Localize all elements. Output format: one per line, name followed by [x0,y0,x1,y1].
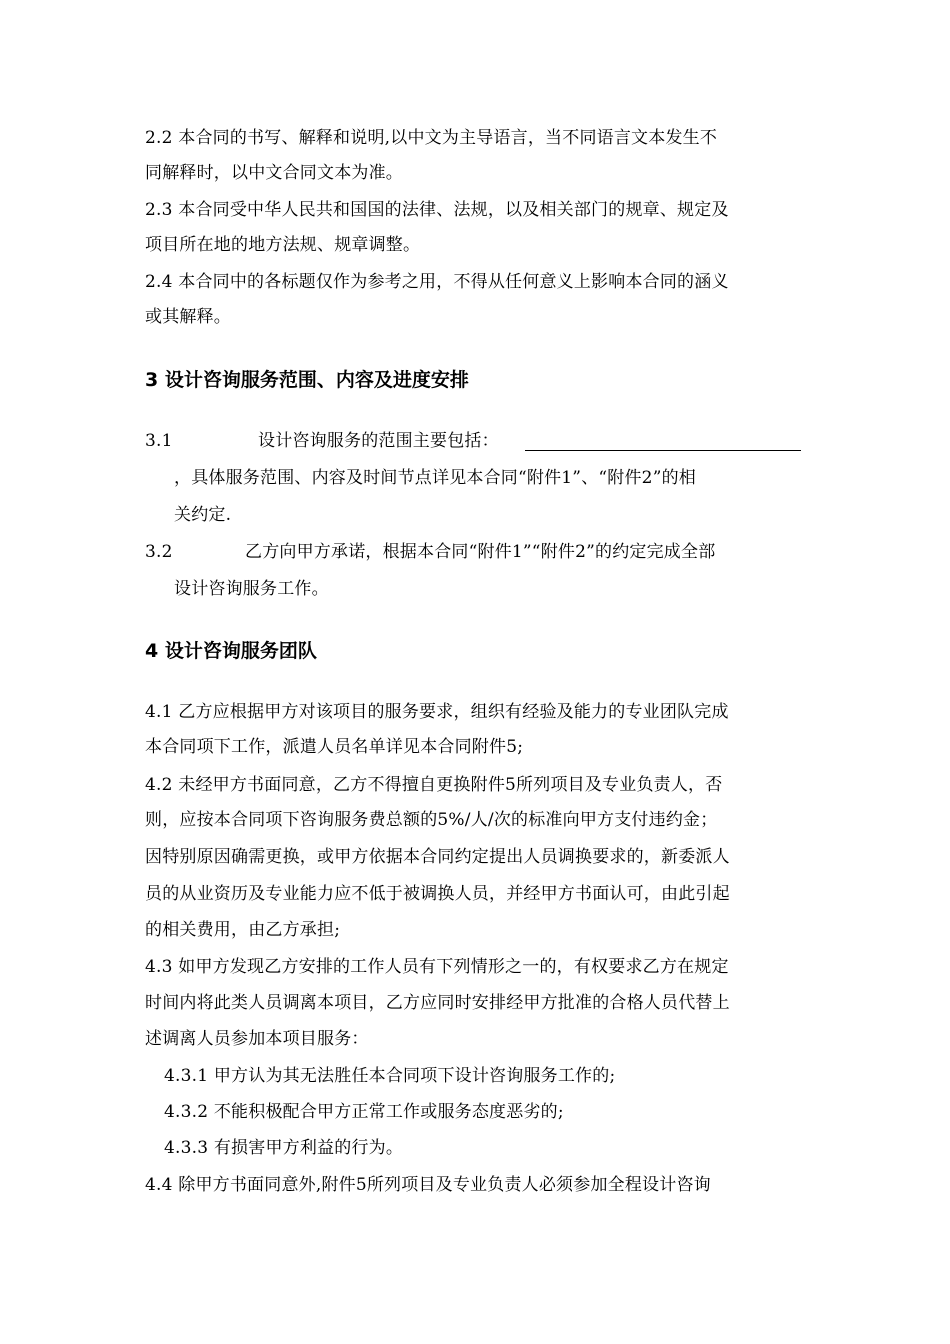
section-3-heading: 3 设计咨询服务范围、内容及进度安排 [145,369,469,391]
clause-4-1-line-1: 4.1 乙方应根据甲方对该项目的服务要求，组织有经验及能力的专业团队完成 [145,702,729,722]
clause-4-3-line-1: 4.3 如甲方发现乙方安排的工作人员有下列情形之一的，有权要求乙方在规定 [145,957,729,977]
clause-3-1-line-2: ，具体服务范围、内容及时间节点详见本合同“附件1”、“附件2”的相 [174,468,696,488]
clause-3-1-line-3: 关约定. [174,505,232,525]
clause-4-3-1: 4.3.1 甲方认为其无法胜任本合同项下设计咨询服务工作的; [164,1066,616,1086]
clause-3-1-number: 3.1 [145,431,173,451]
clause-2-2-line-2: 同解释时，以中文合同文本为准。 [145,163,403,183]
clause-4-3-line-3: 述调离人员参加本项目服务： [145,1029,369,1049]
clause-3-1-line-1: 设计咨询服务的范围主要包括： [258,431,499,451]
clause-4-3-3: 4.3.3 有损害甲方利益的行为。 [164,1138,404,1158]
clause-4-3-line-2: 时间内将此类人员调离本项目，乙方应同时安排经甲方批准的合格人员代替上 [145,993,730,1013]
clause-3-2-line-1: 乙方向甲方承诺，根据本合同“附件1”“附件2”的约定完成全部 [245,542,716,562]
clause-4-2-line-1: 4.2 未经甲方书面同意，乙方不得擅自更换附件5所列项目及专业负责人，否 [145,775,723,795]
clause-2-2-line-1: 2.2 本合同的书写、解释和说明,以中文为主导语言，当不同语言文本发生不 [145,128,718,148]
clause-2-4-line-1: 2.4 本合同中的各标题仅作为参考之用，不得从任何意义上影响本合同的涵义 [145,272,729,292]
clause-4-3-2: 4.3.2 不能积极配合甲方正常工作或服务态度恶劣的; [164,1102,564,1122]
clause-3-2-line-2: 设计咨询服务工作。 [174,579,329,599]
clause-4-2-line-5: 的相关费用，由乙方承担; [145,920,341,940]
clause-4-2-line-4: 员的从业资历及专业能力应不低于被调换人员，并经甲方书面认可，由此引起 [145,884,730,904]
clause-3-2-number: 3.2 [145,542,173,562]
clause-4-2-line-3: 因特别原因确需更换，或甲方依据本合同约定提出人员调换要求的，新委派人 [145,847,730,867]
clause-4-4-line-1: 4.4 除甲方书面同意外,附件5所列项目及专业负责人必须参加全程设计咨询 [145,1175,711,1195]
fill-in-blank-underline [525,450,801,451]
clause-4-2-line-2: 则，应按本合同项下咨询服务费总额的5%/人/次的标准向甲方支付违约金； [145,810,718,830]
clause-2-3-line-2: 项目所在地的地方法规、规章调整。 [145,235,421,255]
clause-4-1-line-2: 本合同项下工作，派遣人员名单详见本合同附件5; [145,737,524,757]
clause-2-4-line-2: 或其解释。 [145,307,231,327]
section-4-heading: 4 设计咨询服务团队 [145,640,317,662]
clause-2-3-line-1: 2.3 本合同受中华人民共和国国的法律、法规，以及相关部门的规章、规定及 [145,200,729,220]
